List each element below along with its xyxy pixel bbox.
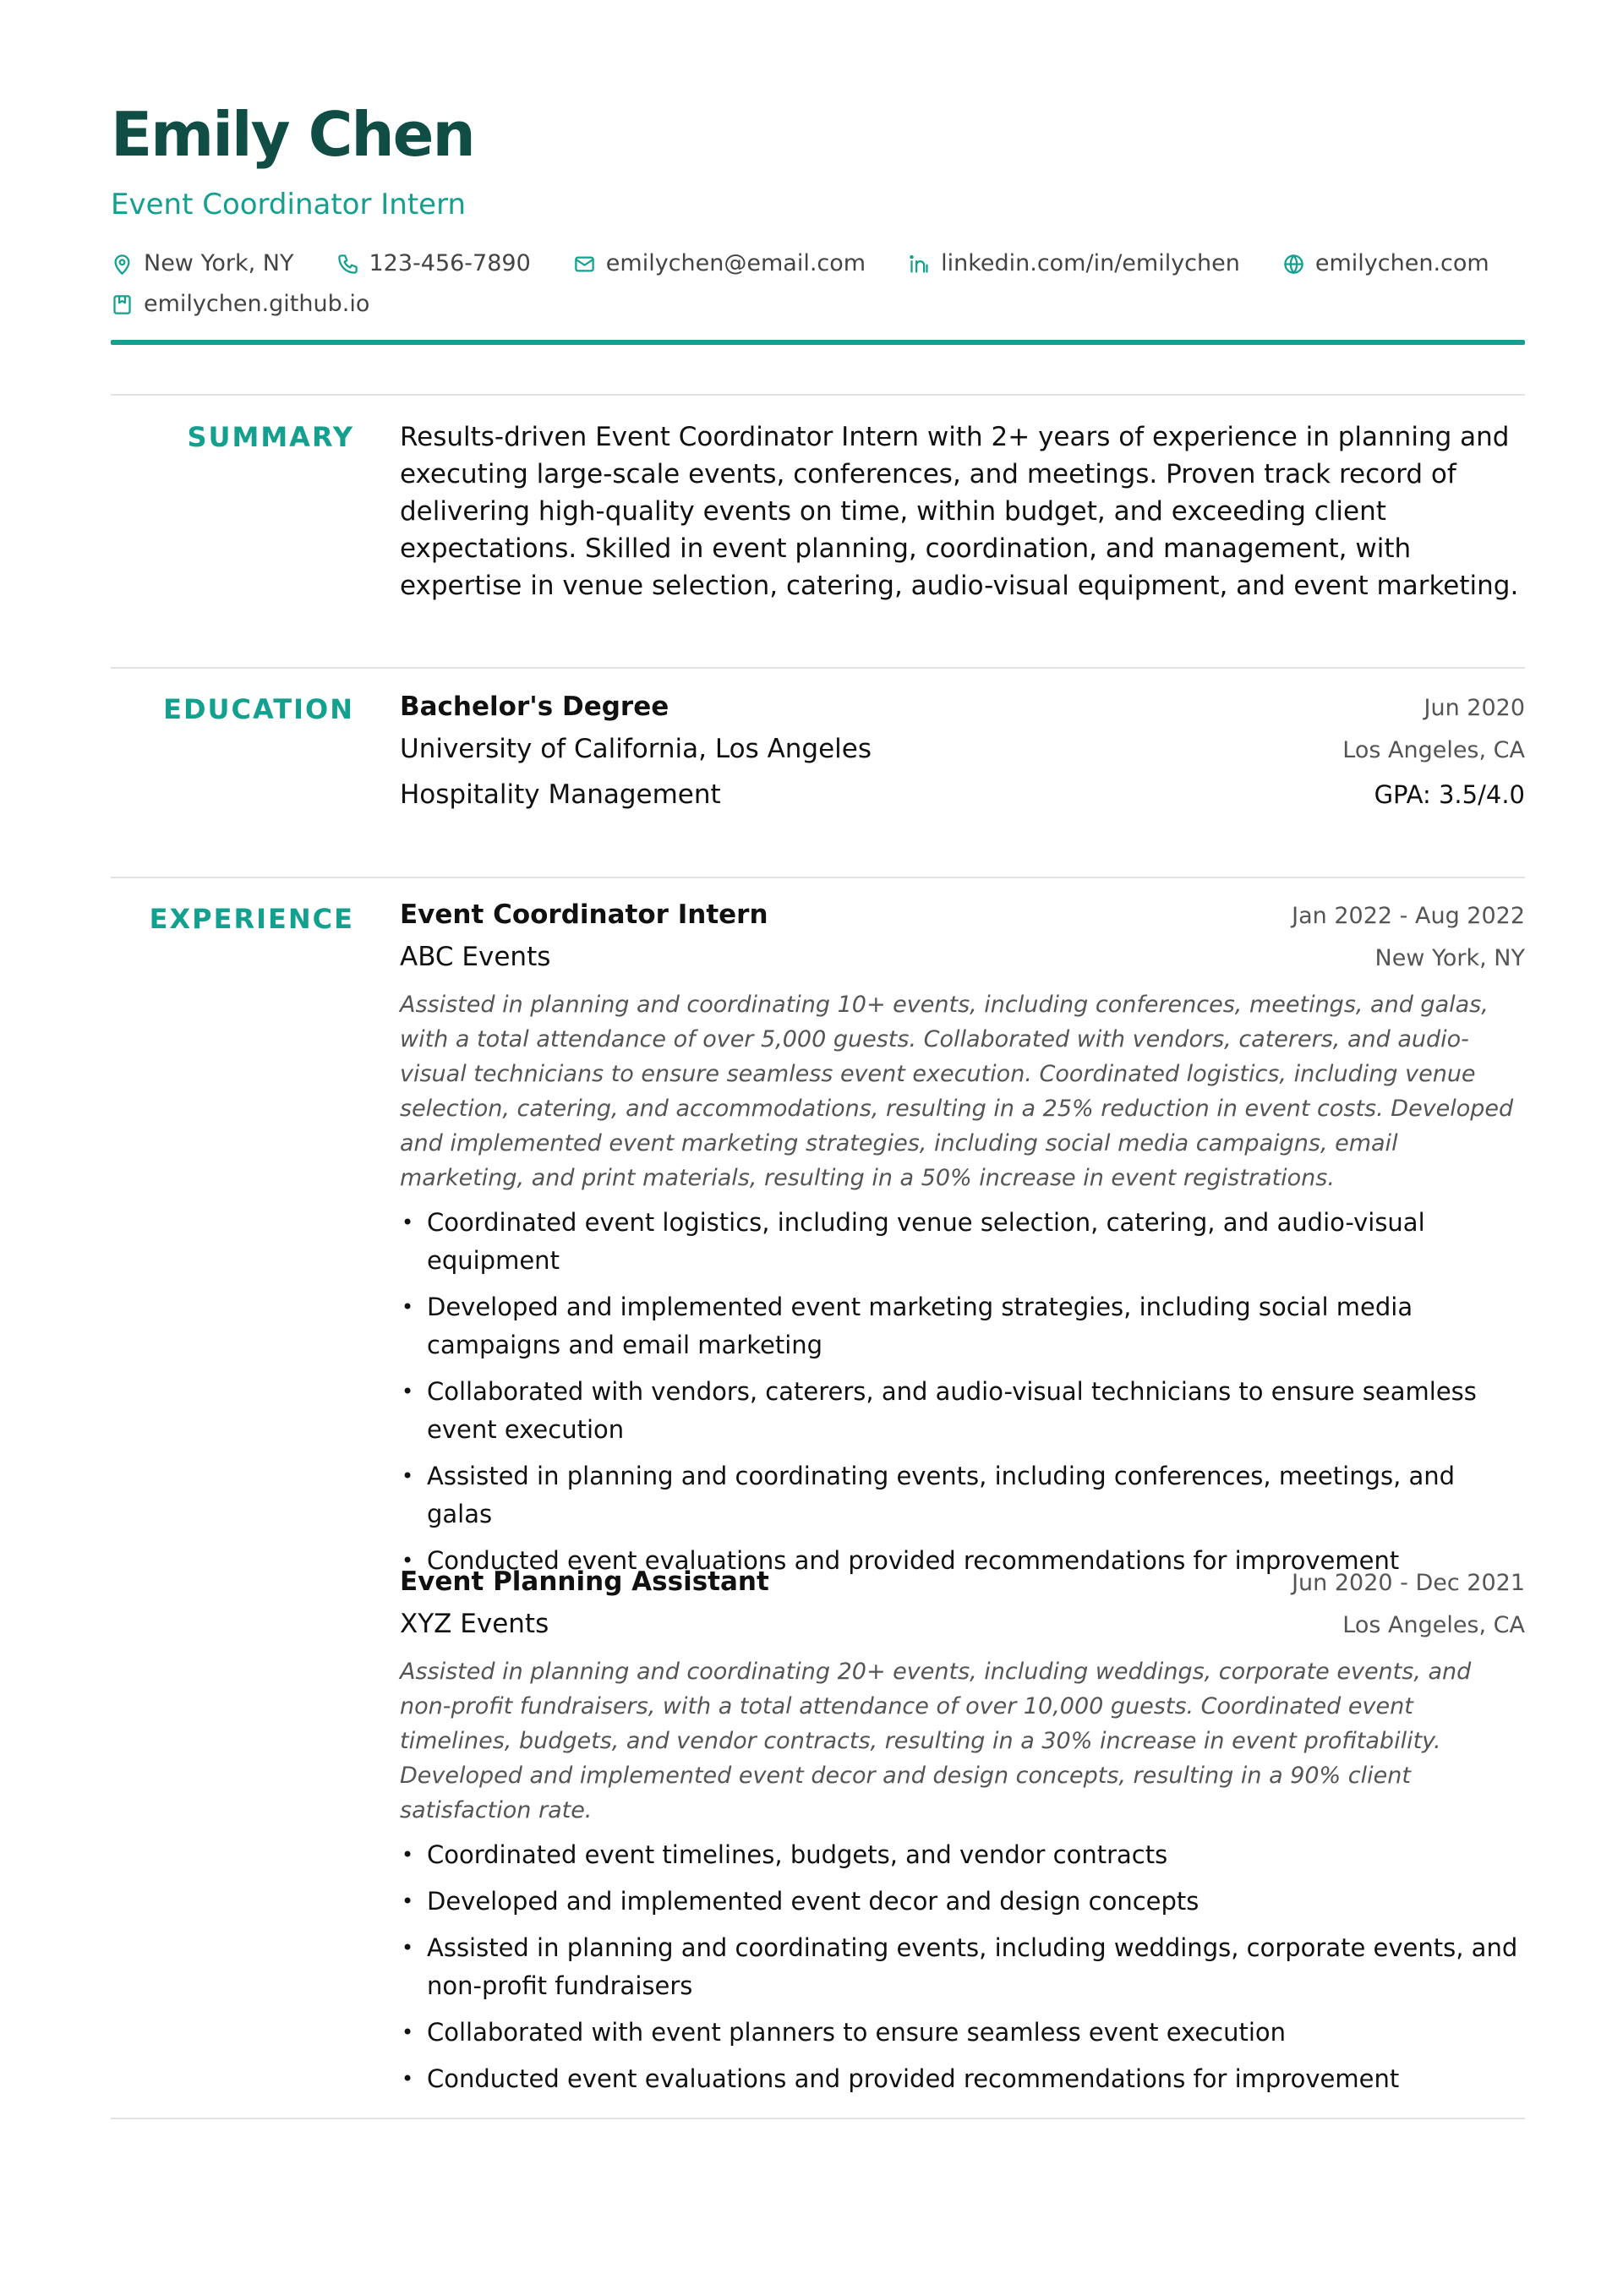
contact-github-text[interactable]: emilychen.github.io [144,291,370,317]
education-location: Los Angeles, CA [1342,737,1525,763]
list-item: • Developed and implemented event decor and design concepts [400,1883,1525,1921]
list-item: • Collaborated with vendors, caterers, and audio-visual technicians to ensure seamless event execution [400,1373,1525,1449]
education-section [400,692,1525,823]
list-item: • Coordinated event timelines, budgets, and vendor contracts [400,1836,1525,1874]
list-item: • Coordinated event logistics, including venue selection, catering, and audio-visual equipment [400,1204,1525,1280]
contact-location-text: New York, NY [144,250,294,276]
education-heading: EDUCATION [163,693,354,725]
list-item: • Assisted in planning and coordinating events, including conferences, meetings, and galas [400,1457,1525,1533]
header-divider [111,340,1525,345]
company: ABC Events [400,942,551,972]
section-divider [111,877,1525,878]
job-bullets [400,1204,1525,1580]
contact-location [111,243,294,284]
contact-website[interactable] [1282,243,1489,284]
degree: Bachelor's Degree [400,692,669,722]
contact-website-text[interactable]: emilychen.com [1314,250,1489,276]
job-bullets [400,1836,1525,2098]
job-description: Assisted in planning and coordinating 10+ events, including conferences, meetings, and galas, with a total attendance of over 5,000 guests. Collaborated with vendors, caterers, and audio-visual technicians to ensure seamless event execution. Coordinated logistics, including venue selection, catering, and accommodations, resulting in a 25% reduction in event costs. Developed and implemented event marketing strategies, including social media campaigns, email marketing, and print materials, resulting in a 50% increase in event registrations. [400,992,1514,1191]
job-title: Event Planning Assistant [400,1566,769,1597]
contact-linkedin[interactable] [908,243,1240,284]
summary-section [400,418,1525,604]
experience-heading: EXPERIENCE [149,903,354,935]
contact-email[interactable] [573,243,866,284]
linkedin-icon [908,253,931,276]
location-pin-icon [111,253,134,276]
field-of-study: Hospitality Management [400,779,721,810]
contact-phone [336,243,531,284]
experience-item [400,1566,1525,2107]
globe-icon [1282,253,1305,276]
contact-email-text[interactable]: emilychen@email.com [605,250,866,276]
email-icon [573,253,596,276]
candidate-role: Event Coordinator Intern [111,188,467,221]
job-title: Event Coordinator Intern [400,899,768,930]
candidate-name: Emily Chen [111,99,474,170]
list-item: • Assisted in planning and coordinating events, including weddings, corporate events, and non-profit fundraisers [400,1929,1525,2005]
list-item: • Developed and implemented event marketing strategies, including social media campaigns and email marketing [400,1288,1525,1364]
list-item: • Conducted event evaluations and provided recommendations for improvement [400,2060,1525,2098]
job-location: Los Angeles, CA [1342,1612,1525,1638]
section-divider [111,667,1525,669]
bookmark-icon [111,293,134,316]
contact-github[interactable] [111,284,369,325]
school: University of California, Los Angeles [400,734,872,764]
section-divider [111,2118,1525,2119]
job-location: New York, NY [1374,945,1525,971]
contact-linkedin-text[interactable]: linkedin.com/in/emilychen [941,250,1240,276]
list-item: • Conducted event evaluations and provided recommendations for improvement [400,1542,1525,1580]
job-description: Assisted in planning and coordinating 20+ events, including weddings, corporate events, and non-profit fundraisers, with a total attendance of over 10,000 guests. Coordinated event timelines, budgets, and vendor contracts, resulting in a 30% increase in event profitability. Developed and implemented event decor and design concepts, resulting in a 90% client satisfaction rate. [400,1659,1472,1823]
job-dates: Jun 2020 - Dec 2021 [1292,1570,1525,1596]
contact-info [111,243,1514,325]
summary-text: Results-driven Event Coordinator Intern with 2+ years of experience in planning and executing large-scale events, conferences, and meetings. Proven track record of delivering high-quality events on time, within budget, and exceeding client expectations. Skilled in event planning, coordination, and management, with expertise in venue selection, catering, audio-visual equipment, and event marketing. [400,422,1519,601]
section-divider [111,394,1525,396]
experience-item [400,899,1525,1588]
job-dates: Jan 2022 - Aug 2022 [1292,903,1525,929]
education-date: Jun 2020 [1424,695,1525,721]
summary-heading: SUMMARY [187,421,354,453]
gpa: GPA: 3.5/4.0 [1374,780,1525,809]
list-item: • Collaborated with event planners to ensure seamless event execution [400,2014,1525,2052]
company: XYZ Events [400,1609,549,1639]
contact-phone-text: 123-456-7890 [369,250,531,276]
phone-icon [336,253,359,276]
